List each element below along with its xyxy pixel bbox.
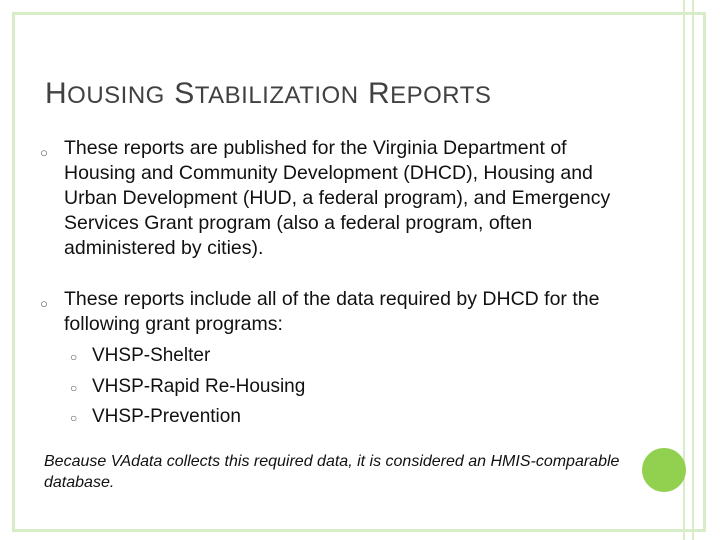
page-title: HOUSING STABILIZATION REPORTS [45,77,492,110]
hollow-circle-icon: ○ [70,350,78,364]
footnote: Because VAdata collects this required data, it is considered an HMIS-comparable database. [44,453,620,491]
sub-bullet-item: ○ VHSP-Prevention [64,402,630,433]
accent-circle [642,448,686,492]
hollow-circle-icon: ○ [70,411,78,425]
bullet-text: These reports include all of the data required by DHCD for the following grant programs: [64,288,600,335]
sub-bullet-item: ○ VHSP-Rapid Re-Housing [64,372,630,403]
hollow-circle-icon: ○ [40,145,48,160]
sub-bullet-list [64,341,630,433]
hollow-circle-icon: ○ [70,380,78,395]
hollow-circle-icon: ○ [40,296,48,311]
bullet-item [40,287,630,433]
bullet-text: These reports are published for the Virginia Department of Housing and Community Development (DHCD), Housing and Urban Development (HUD, a federal program), and Emergency Services Grant program (also a federal program, often administered by cities). [64,137,611,259]
sub-bullet-item: ○ VHSP-Shelter [64,341,630,372]
bullet-item [40,136,630,261]
bullet-list [40,136,630,433]
decorative-rule [692,0,694,540]
